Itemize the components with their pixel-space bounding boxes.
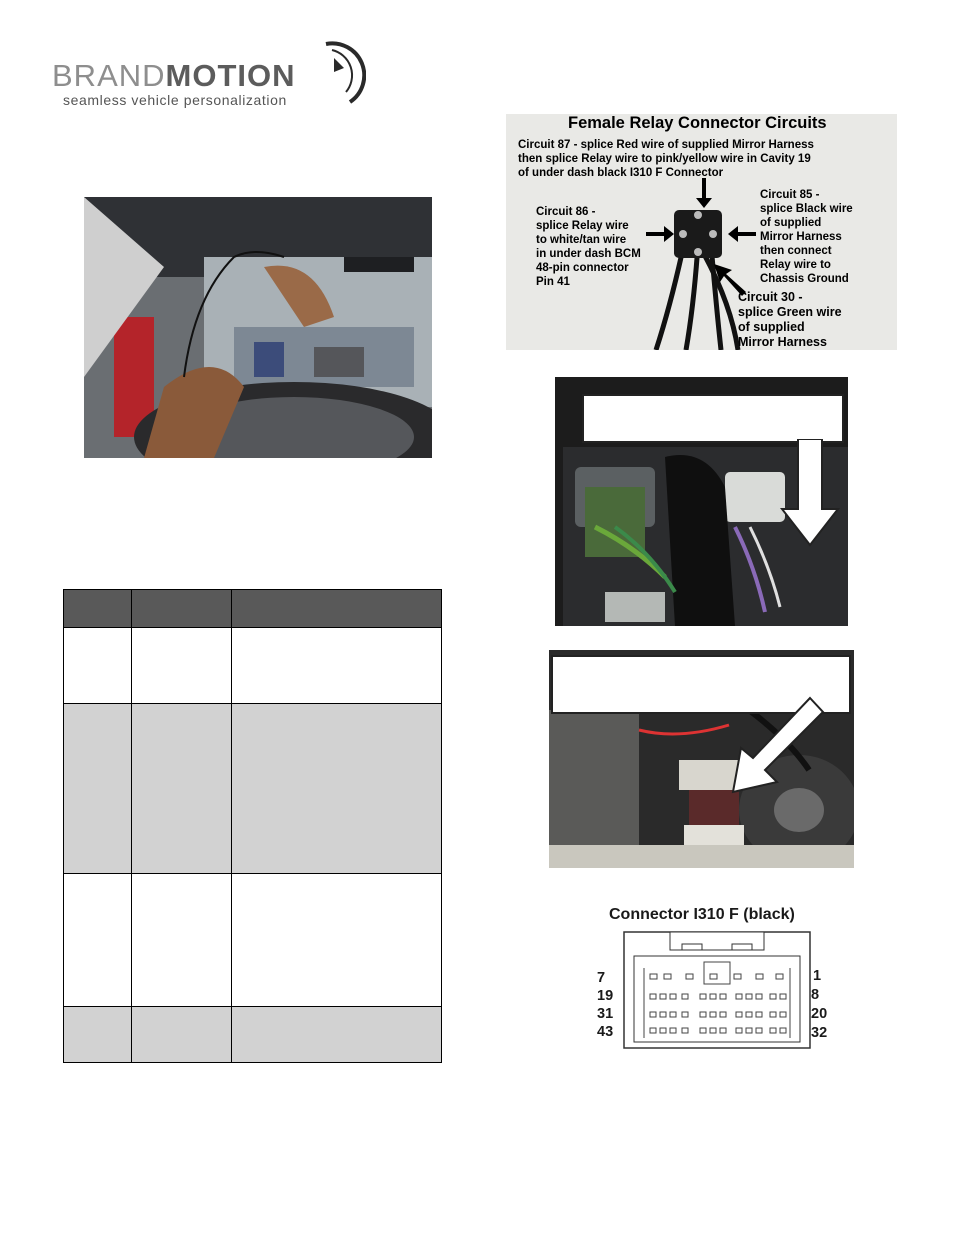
- table-header-cell: [132, 590, 232, 628]
- table-header-cell: [232, 590, 442, 628]
- table-header-row: [64, 590, 442, 628]
- circuit-85-line-4: Mirror Harness: [760, 231, 842, 243]
- circuit-85-line-7: Chassis Ground: [760, 273, 849, 285]
- table-cell: [232, 874, 442, 1007]
- table-cell: [232, 628, 442, 704]
- circuit-86-line-4: in under dash BCM: [536, 248, 641, 260]
- table-cell: [64, 628, 132, 704]
- pin-label-right: 32: [811, 1025, 828, 1041]
- table-row: [64, 1007, 442, 1063]
- pin-label-right: 8: [811, 987, 820, 1003]
- table-cell: [64, 874, 132, 1007]
- pin-label-left: 43: [597, 1024, 614, 1040]
- circuit-86-line-5: 48-pin connector: [536, 262, 629, 274]
- connector-face-icon: [620, 928, 814, 1052]
- circuit-30-line-3: of supplied: [738, 320, 805, 334]
- under-dash-connectors-photo: [555, 377, 848, 626]
- wiring-spec-table: [63, 589, 442, 1063]
- logo-motion-text: MOTION: [165, 58, 296, 93]
- circuit-30-line-1: Circuit 30 -: [738, 290, 803, 304]
- table-cell: [232, 704, 442, 874]
- pin-label-left: 31: [597, 1006, 614, 1022]
- circuit-85-line-3: of supplied: [760, 217, 822, 229]
- table-cell: [64, 704, 132, 874]
- logo-arc-icon: [306, 40, 366, 110]
- circuit-30-line-2: splice Green wire: [738, 305, 842, 319]
- table-cell: [132, 704, 232, 874]
- table-cell: [132, 628, 232, 704]
- down-arrow-icon: [780, 439, 840, 547]
- logo-tagline: seamless vehicle personalization: [63, 92, 287, 108]
- pin-label-right: 1: [813, 968, 822, 984]
- connector-diagram-title: Connector I310 F (black): [609, 906, 795, 923]
- circuit-86-line-3: to white/tan wire: [536, 234, 627, 246]
- table-cell: [64, 1007, 132, 1063]
- circuit-85-line-1: Circuit 85 -: [760, 189, 820, 201]
- callout-box: [582, 394, 844, 443]
- table-row: [64, 704, 442, 874]
- table-row: [64, 874, 442, 1007]
- circuit-86-line-2: splice Relay wire: [536, 220, 629, 232]
- circuit-86-line-1: Circuit 86 -: [536, 206, 596, 218]
- pin-label-left: 7: [597, 970, 606, 986]
- circuit-86-line-6: Pin 41: [536, 276, 570, 288]
- circuit-85-line-6: Relay wire to: [760, 259, 831, 271]
- table-header-cell: [64, 590, 132, 628]
- table-cell: [132, 1007, 232, 1063]
- circuit-87-line-1: Circuit 87 - splice Red wire of supplied Mirror Harness: [518, 139, 814, 151]
- relay-connector-diagram: [506, 114, 897, 350]
- circuit-87-line-3: of under dash black I310 F Connector: [518, 167, 724, 179]
- table-row: [64, 628, 442, 704]
- bcm-connector-photo: [549, 650, 854, 868]
- circuit-30-line-4: Mirror Harness: [738, 335, 827, 349]
- brandmotion-logo: [52, 40, 372, 112]
- circuit-87-line-2: then splice Relay wire to pink/yellow wire in Cavity 19: [518, 153, 811, 165]
- table-cell: [232, 1007, 442, 1063]
- relay-diagram-title: Female Relay Connector Circuits: [568, 114, 827, 132]
- pin-label-left: 19: [597, 988, 614, 1004]
- circuit-85-line-5: then connect: [760, 245, 832, 257]
- logo-wordmark: [52, 60, 296, 91]
- pin-label-right: 20: [811, 1006, 828, 1022]
- circuit-85-line-2: splice Black wire: [760, 203, 853, 215]
- logo-brand-text: BRAND: [52, 58, 166, 93]
- mirror-wire-install-photo: [84, 197, 432, 458]
- table-cell: [132, 874, 232, 1007]
- diagonal-arrow-icon: [725, 696, 825, 796]
